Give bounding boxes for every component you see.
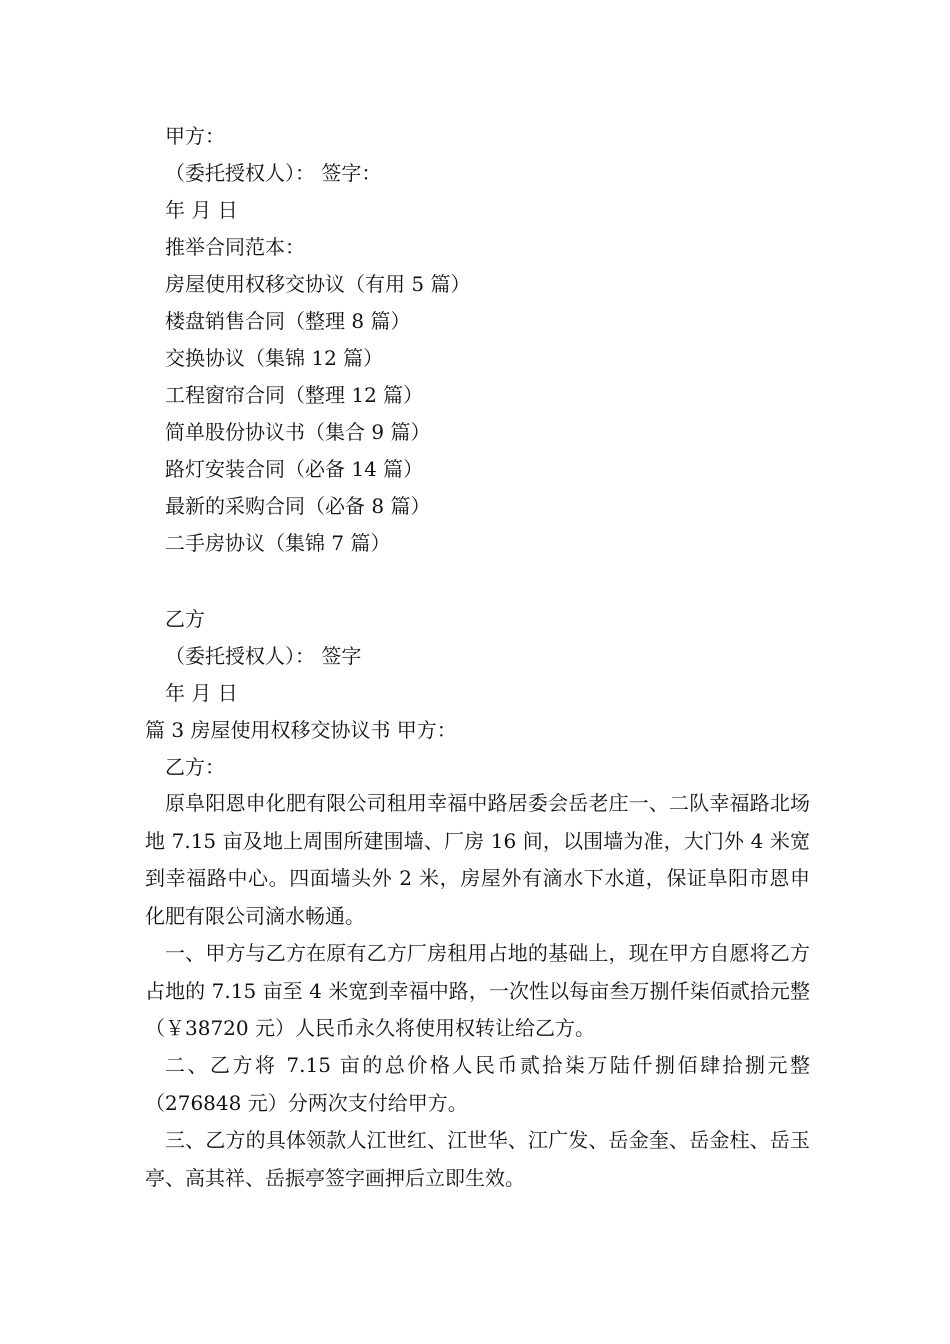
recommended-item: 简单股份协议书（集合 9 篇） <box>165 420 431 444</box>
recommended-item: 二手房协议（集锦 7 篇） <box>165 531 391 555</box>
recommended-item: 最新的采购合同（必备 8 篇） <box>165 494 431 518</box>
article-title: 篇 3 房屋使用权移交协议书 甲方： <box>145 718 457 742</box>
recommended-item: 房屋使用权移交协议（有用 5 篇） <box>165 272 471 296</box>
article-clause-3: 三、乙方的具体领款人江世红、江世华、江广发、岳金奎、岳金柱、岳玉亭、高其祥、岳振亭签字画押后立即生效。 <box>145 1128 810 1190</box>
article-clause-2: 二、乙方将 7.15 亩的总价格人民币贰拾柒万陆仟捌佰肆拾捌元整（276848 元）分两次支付给甲方。 <box>145 1053 810 1115</box>
recommended-heading: 推举合同范本： <box>165 235 305 259</box>
party-a-label: 甲方： <box>165 124 225 148</box>
article-party-b-label: 乙方： <box>165 755 225 779</box>
article-clause-1: 一、甲方与乙方在原有乙方厂房租用占地的基础上，现在甲方自愿将乙方占地的 7.15 亩至 4 米宽到幸福中路，一次性以每亩叁万捌仟柒佰贰拾元整（￥38720 元）人民币永久将使用权转让给乙方。 <box>145 941 810 1040</box>
party-b-label: 乙方 <box>165 607 205 631</box>
party-b-delegate-signature: （委托授权人）： 签字 <box>165 644 362 668</box>
recommended-item: 交换协议（集锦 12 篇） <box>165 346 384 370</box>
recommended-item: 工程窗帘合同（整理 12 篇） <box>165 383 424 407</box>
party-a-date: 年 月 日 <box>165 198 238 222</box>
party-a-delegate-signature: （委托授权人）： 签字： <box>165 161 382 185</box>
recommended-item: 路灯安装合同（必备 14 篇） <box>165 457 424 481</box>
party-b-date: 年 月 日 <box>165 681 238 705</box>
article-paragraph: 原阜阳恩申化肥有限公司租用幸福中路居委会岳老庄一、二队幸福路北场地 7.15 亩及地上周围所建围墙、厂房 16 间，以围墙为准，大门外 4 米宽到幸福路中心。四面墙头外 2 米，房屋外有滴水下水道，保证阜阳市恩申化肥有限公司滴水畅通。 <box>145 791 810 928</box>
recommended-item: 楼盘销售合同（整理 8 篇） <box>165 309 411 333</box>
